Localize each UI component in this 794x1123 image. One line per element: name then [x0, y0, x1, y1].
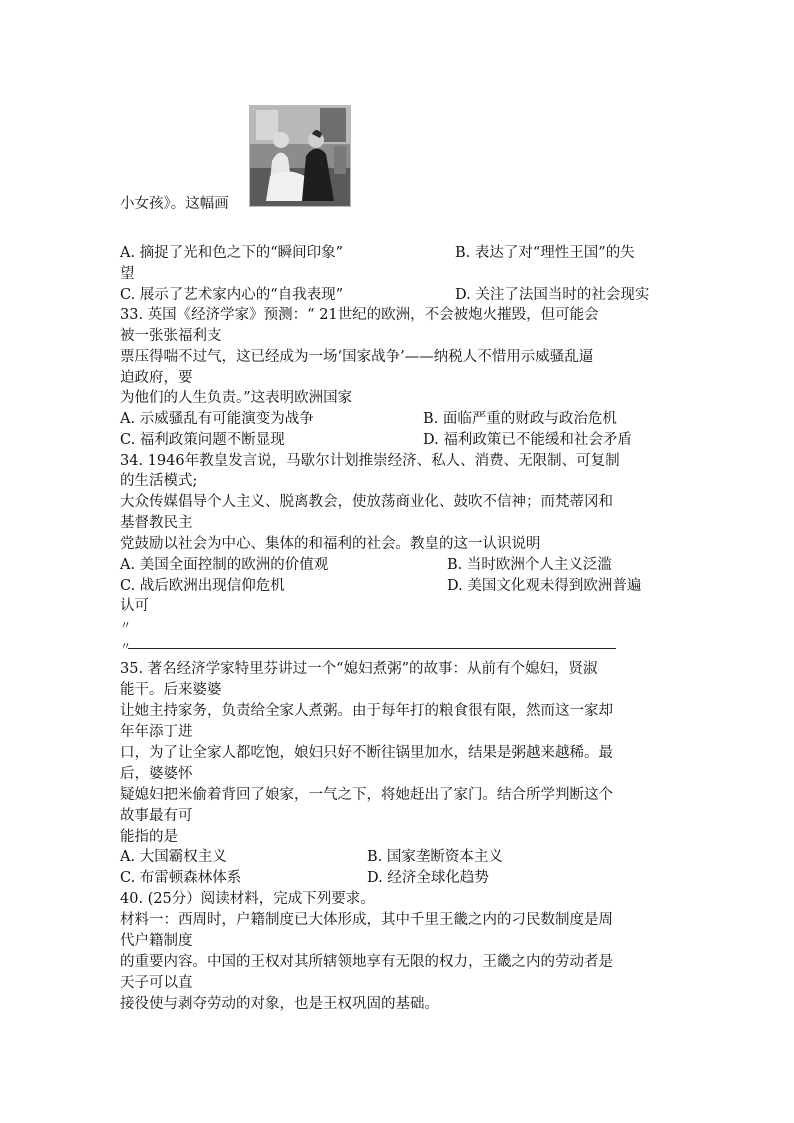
q34-option-a: A. 美国全面控制的欧洲的价值观 — [120, 557, 329, 573]
q33-option-a: A. 示威骚乱有可能演变为战争 — [120, 411, 314, 427]
q35-line-6: 后，婆婆怀 — [120, 766, 193, 782]
q40-line-3: 代户籍制度 — [120, 933, 193, 949]
q35-line-5: 口，为了让全家人都吃饱，娘妇只好不断往锅里加水，结果是粥越来越稀。最 — [120, 745, 613, 761]
q32-stem-tail: 小女孩》。这幅画 — [120, 196, 229, 212]
q34-option-c: C. 战后欧洲出现信仰危机 — [120, 578, 285, 594]
q35-line-7: 疑媳妇把米偷着背回了娘家，一气之下，将她赶出了家门。结合所学判断这个 — [120, 787, 613, 803]
q33-line-2: 被一张张福利支 — [120, 328, 222, 344]
q34-line-4: 基督教民主 — [120, 515, 193, 531]
q35-line-3: 让她主持家务，负责给全家人煮粥。由于每年打的粮食很有限，然而这一家却 — [120, 703, 613, 719]
q34-option-b: B. 当时欧洲个人主义泛滥 — [447, 557, 612, 573]
q32-option-a: A. 摘捉了光和色之下的“瞬间印象” — [120, 245, 344, 261]
q32-option-b: B. 表达了对“理性王国”的失 — [455, 245, 635, 261]
q40-line-1: 40. (25分）阅读材料，完成下列要求。 — [120, 891, 375, 907]
q34-line-3: 大众传媒倡导个人主义、脱离教会，使放荡商业化、鼓吹不信神；而梵蒂冈和 — [120, 494, 613, 510]
q32-option-d: D. 关注了法国当时的社会现实 — [455, 287, 650, 303]
q33-line-5: 为他们的人生负责。”这表明欧洲国家 — [120, 390, 353, 406]
q40-line-2: 材料一：西周时，户籍制度已大体形成，其中千里王畿之内的刁民数制度是周 — [120, 912, 613, 928]
q34-line-5: 党鼓励以社会为中心、集体的和福利的社会。教皇的这一认识说明 — [120, 536, 541, 552]
q35-line-1: 35. 著名经济学家特里芬讲过一个“媳妇煮粥”的故事：从前有个媳妇，贤淑 — [120, 661, 598, 677]
separator-mark-1: 〃 — [120, 619, 131, 632]
q40-line-6: 接役使与剥夺劳动的对象，也是王权巩固的基础。 — [120, 996, 439, 1012]
separator-mark-2: 〃 — [120, 640, 131, 653]
q34-option-d-cont: 认可 — [120, 598, 149, 614]
q35-option-b: B. 国家垄断资本主义 — [367, 849, 503, 865]
q35-line-9: 能指的是 — [120, 829, 178, 845]
q35-option-d: D. 经济全球化趋势 — [367, 870, 489, 886]
q35-line-8: 故事最有可 — [120, 808, 193, 824]
q40-line-4: 的重要内容。中国的王权对其所辖领地享有无限的权力，王畿之内的劳动者是 — [120, 954, 613, 970]
q33-option-d: D. 福利政策已不能缓和社会矛盾 — [423, 432, 632, 448]
q35-option-c: C. 布雷顿森林体系 — [120, 870, 242, 886]
q35-line-2: 能干。后来婆婆 — [120, 682, 222, 698]
q35-option-a: A. 大国霸权主义 — [120, 849, 227, 865]
painting-image — [249, 105, 351, 207]
q34-line-2: 的生活模式; — [120, 473, 198, 489]
painting-illustration — [250, 106, 350, 206]
q34-option-d: D. 美国文化观未得到欧洲普遍 — [447, 578, 642, 594]
q40-line-5: 天子可以直 — [120, 975, 193, 991]
q33-line-3: 票压得喘不过气，这已经成为一场‘国家战争’——纳税人不惜用示威骚乱逼 — [120, 349, 594, 365]
q33-line-1: 33. 英国《经济学家》预测：“ 21世纪的欧洲，不会被炮火摧毁，但可能会 — [120, 307, 599, 323]
q33-option-c: C. 福利政策问题不断显现 — [120, 432, 285, 448]
separator-rule — [128, 648, 616, 649]
q34-line-1: 34. 1946年教皇发言说，马歇尔计划推崇经济、私人、消费、无限制、可复制 — [120, 453, 620, 469]
q32-option-c: C. 展示了艺术家内心的“自我表现” — [120, 287, 344, 303]
q32-option-b-cont: 望 — [120, 266, 135, 282]
q35-line-4: 年年添丁进 — [120, 724, 193, 740]
q33-option-b: B. 面临严重的财政与政治危机 — [423, 411, 617, 427]
q33-line-4: 迫政府，要 — [120, 370, 193, 386]
